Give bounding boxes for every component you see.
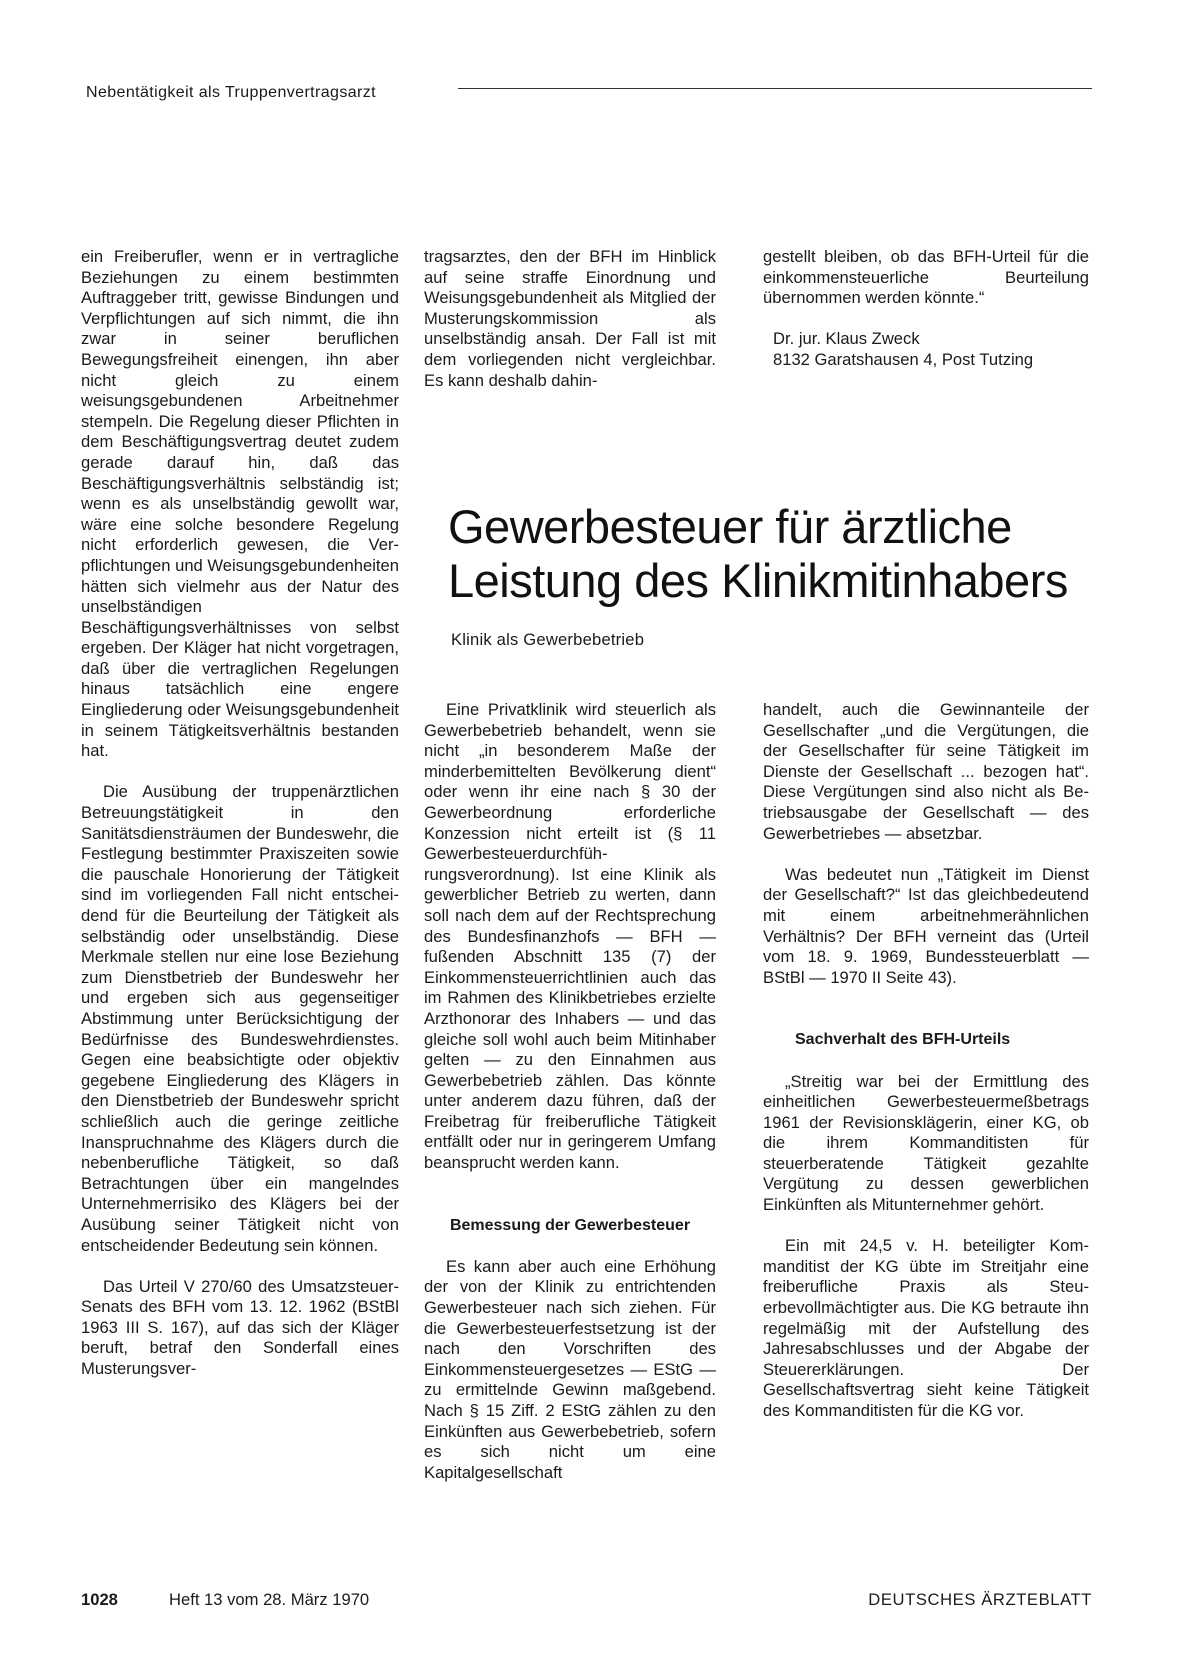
- col4-paragraph-2: Es kann aber auch eine Erhöhung der von der Klinik zu entrichtenden Gewerbesteuer nach sich ziehen. Für die Gewerbesteuerfestsetzung ist der nach den Vorschriften des Einkommensteuergesetzes — EStG — zu ermittelnde Gewinn maßgebend. Nach § 15 Ziff. 2 EStG zählen zu den Einkünften aus Gewerbebetrieb, sofern es sich nicht um eine Kapitalgesellschaft: [424, 1256, 716, 1482]
- col1-paragraph-3: Das Urteil V 270/60 des Umsatzsteuer-Senats des BFH vom 13. 12. 1962 (BStBl 1963 III S. 167), auf das sich der Kläger beruft, betraf den Sonderfall eines Musterungsver-: [81, 1276, 399, 1379]
- article-title-line-1: Gewerbesteuer für ärztliche: [448, 500, 1012, 553]
- col2-paragraph-1: tragsarztes, den der BFH im Hinblick auf seine straffe Einordnung und Weisungsgebundenheit als Mitglied der Musterungskommission als unselbständig ansah. Der Fall ist mit dem vorliegenden nicht vergleichbar. Es kann deshalb dahin-: [424, 247, 716, 390]
- column-1: [81, 247, 399, 1380]
- article-subtitle: Klinik als Gewerbebetrieb: [451, 630, 645, 649]
- header-rule: [458, 88, 1092, 89]
- col1-paragraph-1: ein Freiberufler, wenn er in vertragliche Beziehungen zu einem bestimmten Auftraggeber tritt, gewisse Bindungen und Verpflichtungen auf sich nimmt, die ihn zwar in seiner beruflichen Bewegungsfreiheit einengen, ihn aber nicht gleich zu einem weisungsgebundenen Arbeitnehmer stempeln. Die Regelung dieser Pflichten in dem Beschäftigungsvertrag deutet zudem gerade darauf hin, daß das Beschäftigungsverhältnis selbständig ist; wenn es als unselbständig gewollt war, wäre eine solche besondere Regelung nicht erforderlich gewesen, die Verpflichtungen und Weisungsgebundenheiten hätten sich vielmehr aus der Natur des unselbständigen Beschäftigungsverhältnisses von selbst ergeben. Der Kläger hat nicht vorgetragen, daß über die vertraglichen Regelungen hinaus tatsächlich eine engere Eingliederung oder Weisungsgebundenheit in seinem Tätigkeitsverhältnis bestanden hat.: [81, 247, 399, 761]
- col5-paragraph-4: Ein mit 24,5 v. H. beteiligter Kommanditist der KG übte im Streitjahr eine freiberufliche Praxis als Steuerbevollmächtigter aus. Die KG betraute ihn regelmäßig mit der Aufstellung des Jahresabschlusses und der Abgabe der Steuererklärungen. Der Gesellschaftsvertrag sieht keine Tätigkeit des Kommanditisten für die KG vor.: [763, 1236, 1089, 1420]
- author-name: Dr. jur. Klaus Zweck: [773, 329, 920, 349]
- article-title: [448, 500, 1088, 608]
- col4-paragraph-1: Eine Privatklinik wird steuerlich als Gewerbebetrieb behandelt, wenn sie nicht „in besonderem Maße der minderbemittelten Bevölkerung dient“ oder wenn ihr eine nach § 30 der Gewerbeordnung erforderliche Konzession nicht erteilt ist (§ 11 Gewerbesteuerdurchführungsverordnung). Ist eine Klinik als gewerblicher Betrieb zu werten, dann soll nach dem auf der Rechtsprechung des Bundesfinanzhofs — BFH — fußenden Abschnitt 135 (7) der Einkommensteuerrichtlinien auch das im Rahmen des Klinikbetriebes erzielte Arzthonorar des Inhabers — und das gleiche soll wohl auch beim Mitinhaber gelten — zu den Einnahmen aus Gewerbebetrieb zählen. Das könnte unter anderem dazu führen, daß der Freibetrag für freiberufliche Tätigkeit entfällt oder nur in geringerem Umfang beansprucht werden kann.: [424, 700, 716, 1173]
- col3-paragraph-1: gestellt bleiben, ob das BFH-Urteil für die einkommensteuerliche Beurteilung übernommen werden könnte.“: [763, 247, 1089, 308]
- col1-paragraph-2: Die Ausübung der truppenärztlichen Betreuungstätigkeit in den Sanitätsdiensträumen der Bundeswehr, die Festlegung bestimmter Praxiszeiten sowie die pauschale Honorierung der Tätigkeit sind im vorliegenden Fall nicht entscheidend für die Beurteilung der Tätigkeit als selbständig oder unselbständig. Diese Merkmale stellen nur eine lose Beziehung zum Dienstbetrieb der Bundeswehr her und ergeben sich aus gegenseitiger Abstimmung unter Berücksichtigung der Bedürfnisse des Bundeswehrdienstes. Gegen eine beabsichtigte oder objektiv gegebene Eingliederung des Klägers in den Dienstbetrieb der Bundeswehr spricht schließlich auch die geringe zeitliche Inanspruchnahme des Klägers durch die nebenberufliche Tätigkeit, so daß Betrachtungen über ein mangelndes Unternehmerrisiko des Klägers bei der Ausübung seiner Tätigkeit nicht von entscheidender Bedeutung sein können.: [81, 782, 399, 1255]
- article-title-line-2: Leistung des Klinikmitinhabers: [448, 554, 1068, 607]
- section-heading-bemessung: Bemessung der Gewerbesteuer: [449, 1216, 691, 1234]
- col5-paragraph-1: handelt, auch die Gewinnanteile der Gesellschafter „und die Vergütungen, die der Gesellschafter für seine Tätigkeit im Dienste der Gesellschaft ... bezogen hat“. Diese Vergütungen sind also nicht als Betriebsausgabe der Gesellschaft — des Gewerbetriebes — absetzbar.: [763, 700, 1089, 843]
- running-header: [86, 84, 1092, 108]
- journal-name: DEUTSCHES ÄRZTEBLATT: [868, 1590, 1092, 1609]
- running-header-title: Nebentätigkeit als Truppenvertragsarzt: [86, 84, 377, 101]
- column-4: [424, 700, 716, 1483]
- column-2: [424, 247, 716, 391]
- page-footer: [81, 1590, 1092, 1614]
- column-5: [763, 700, 1089, 1422]
- issue-info: Heft 13 vom 28. März 1970: [169, 1590, 370, 1609]
- column-3: [763, 247, 1089, 371]
- author-address: 8132 Garatshausen 4, Post Tutzing: [773, 349, 1034, 369]
- section-heading-sachverhalt: Sachverhalt des BFH-Urteils: [795, 1031, 1011, 1049]
- col5-paragraph-2: Was bedeutet nun „Tätigkeit im Dienst der Gesellschaft?“ Ist das gleichbedeutend mit einem arbeitnehmerähnlichen Verhältnis? Der BFH verneint das (Urteil vom 18. 9. 1969, Bundessteuerblatt — BStBl — 1970 II Seite 43).: [763, 864, 1089, 987]
- col5-paragraph-3: „Streitig war bei der Ermittlung des einheitlichen Gewerbesteuermeßbetrags 1961 der Revisionsklägerin, einer KG, ob die ihrem Kommanditisten für steuerberatende Tätigkeit gezahlte Vergütung zu dessen gewerblichen Einkünften als Mitunternehmer gehört.: [763, 1071, 1089, 1215]
- page-number: 1028: [81, 1590, 118, 1609]
